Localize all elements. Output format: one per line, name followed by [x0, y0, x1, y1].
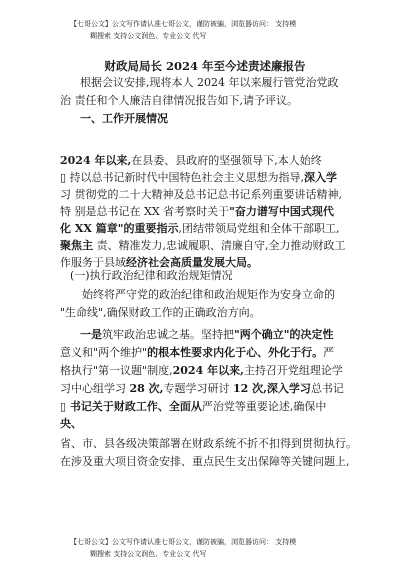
para1-line-7b: 于县域: [93, 256, 126, 269]
intro-line-2: 治 责任和个人廉洁自律情况报告如下,请予评议。: [60, 94, 298, 107]
para1-line-7c: 经济社会高质量发展大局。: [126, 256, 258, 269]
para3-line-1b: 筑牢政治忠诚之基。坚持把: [102, 328, 234, 341]
para1-line-5: [60, 221, 339, 236]
para3-line-3a: 格执行"第一议题"制度,: [60, 364, 173, 377]
para3-line-3c: 主持召开党组理论学: [243, 364, 343, 377]
para1-line-2: [60, 170, 337, 185]
para3-line-3b: 2024 年以来,: [172, 364, 244, 377]
para2-line-2: "生命线",确保财政工作的正确政治方向。: [60, 306, 261, 319]
para3-line-4b: 28 次,: [129, 382, 164, 395]
para3-line-8: 在涉及重大项目资金安排、重点民生支出保障等关键问题上,: [60, 455, 350, 468]
banner-line-1: 【七哥公文】公文写作请认准七哥公文，谨防被骗，浏览器访问： 支持模: [70, 20, 297, 28]
header-watermark-banner: [70, 18, 370, 42]
banner-line-2: 糊搜索 支持公文润色、专业公文 代写: [90, 32, 207, 40]
footer-watermark-banner: [70, 536, 370, 560]
para3-line-1c: "两个确立"的决定性: [234, 328, 334, 341]
para1-line-1a: 2024 年以来,: [60, 154, 132, 167]
para3-line-2d: 严: [323, 346, 335, 359]
para3-line-4a: 习中心组学习: [60, 382, 130, 395]
para3-line-2b: "两个维护": [93, 346, 148, 359]
para1-line-3: 习 贯彻党的二十大精神及总书记总书记系列重要讲话精神,: [60, 188, 342, 201]
para1-line-6b: 责、精准发力,忠诚履职、清廉自守,全力推动财政工: [93, 239, 346, 252]
para3-line-4: [60, 381, 344, 396]
para1-line-4: [60, 204, 334, 219]
para1-line-1: [60, 153, 322, 168]
para1-line-2b: 深入学: [304, 171, 338, 184]
intro-line-1: 根据会议安排,现将本人 2024 年以来履行管党治党政: [80, 76, 339, 89]
subsection-heading-1: (一)执行政治纪律和政治规矩情况: [70, 269, 233, 282]
para3-line-3: [60, 363, 343, 378]
para3-line-7: 省、市、县各级决策部署在财政系统不折不扣得到贯彻执行。: [60, 437, 357, 450]
para3-line-2c: 的根本性要求内化于心、外化于行。: [147, 346, 324, 359]
section-heading-1: 一、工作开展情况: [80, 112, 168, 125]
para1-line-6a: 聚焦主: [60, 239, 93, 252]
para1-line-1b: 在县委、县政府的坚强领导下,本人始终: [131, 154, 322, 167]
para3-line-4e: 总书记: [310, 382, 344, 395]
para1-line-7a: 作服务: [60, 256, 93, 269]
banner-line-1: 【七哥公文】公文写作请认准七哥公文，谨防被骗，浏览器访问： 支持模: [70, 538, 297, 546]
para1-line-2a: ▯ 持以总书记新时代中国特色社会主义思想为指导,: [60, 171, 305, 184]
para3-line-1: [80, 327, 333, 342]
para3-line-6: 央、: [60, 417, 82, 430]
para3-line-5a: ▯ 书记关于财政工作、全面从: [60, 400, 202, 413]
para3-line-5: [60, 399, 326, 414]
banner-line-2: 糊搜索 支持公文润色、专业公文 代写: [90, 550, 207, 558]
para3-line-5b: 严治党等重要论述,: [201, 400, 294, 413]
para1-line-4a: 特 别是总书记在 XX 省考察时关于: [60, 205, 230, 218]
para3-line-2a: 意义和: [60, 346, 93, 359]
para3-line-4c: 专题学习研讨: [163, 382, 233, 395]
para3-line-5c: 确保中: [293, 400, 327, 413]
para1-line-5b: ,团结带领局党组和全体干部职工,: [178, 222, 340, 235]
document-title: 财政局局长 2024 年至今述责述廉报告: [104, 59, 306, 73]
para3-line-4d: 12 次,深入学习: [232, 382, 311, 395]
para2-line-1: 始终将严守党的政治纪律和政治规矩作为安身立命的: [82, 288, 335, 301]
para1-line-5a: 化 XX 篇章"的重要指示: [60, 222, 179, 235]
para1-line-4b: "奋力谱写中国式现代: [229, 205, 334, 218]
para3-line-2: [60, 345, 334, 360]
para3-line-1a: 一是: [80, 328, 102, 341]
para1-line-6: [60, 238, 346, 253]
